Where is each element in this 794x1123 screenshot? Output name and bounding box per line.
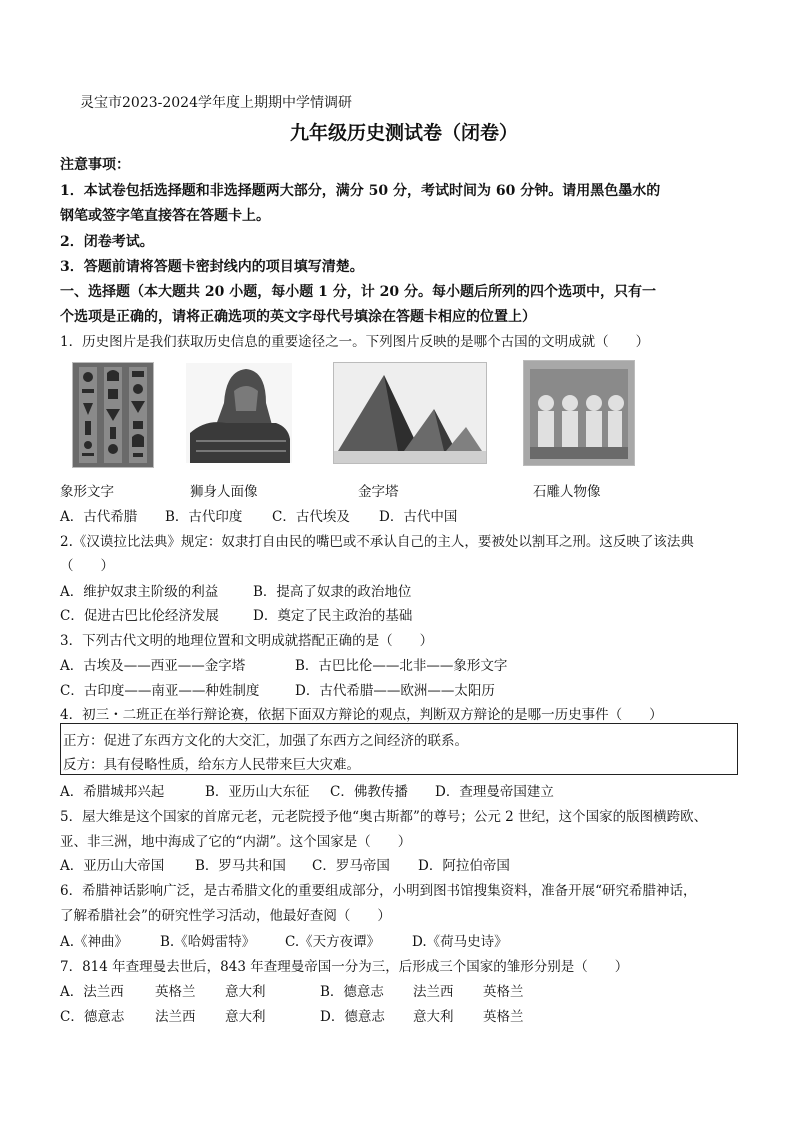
q1-option-b[interactable]: B．古代印度 xyxy=(165,509,243,525)
q2-option-b[interactable]: B．提高了奴隶的政治地位 xyxy=(253,584,412,600)
stone-statues-image xyxy=(523,360,635,466)
q6-stem-a: 6．希腊神话影响广泛，是古希腊文化的重要组成部分，小明到图书馆搜集资料，准备开展“研究希腊神话， xyxy=(60,883,697,899)
debate-con: 反方：具有侵略性质，给东方人民带来巨大灾难。 xyxy=(63,757,360,773)
q6-option-c[interactable]: C.《天方夜谭》 xyxy=(285,934,381,950)
q7-stem: 7．814 年查理曼去世后，843 年查理曼帝国一分为三，后形成三个国家的雏形分别是（ ） xyxy=(60,959,629,975)
q6-option-d[interactable]: D.《荷马史诗》 xyxy=(412,934,508,950)
q5-option-d[interactable]: D．阿拉伯帝国 xyxy=(418,858,510,874)
caption-sphinx: 狮身人面像 xyxy=(190,484,258,500)
q7-option-a-country-2: 英格兰 xyxy=(155,984,196,1000)
q2-option-c[interactable]: C．促进古巴比伦经济发展 xyxy=(60,608,219,624)
q2-option-d[interactable]: D．奠定了民主政治的基础 xyxy=(253,608,413,624)
q3-option-a[interactable]: A．古埃及——西亚——金字塔 xyxy=(60,658,246,674)
caption-hieroglyph: 象形文字 xyxy=(60,484,114,500)
q7-option-a[interactable]: A．法兰西 xyxy=(60,984,124,1000)
q7-option-c-country-3: 意大利 xyxy=(225,1009,266,1025)
q4-stem: 4．初三・二班正在举行辩论赛，依据下面双方辩论的观点，判断双方辩论的是哪一历史事件（ ） xyxy=(60,707,663,723)
notes-line-1b: 钢笔或签字笔直接答在答题卡上。 xyxy=(60,208,270,224)
sphinx-image xyxy=(185,362,293,464)
q4-option-c[interactable]: C．佛教传播 xyxy=(330,784,408,800)
q5-stem-a: 5．屋大维是这个国家的首席元老，元老院授予他“奥古斯都”的尊号；公元 2 世纪，这个国家的版图横跨欧、 xyxy=(60,809,708,825)
pyramids-image xyxy=(333,362,487,464)
caption-stone-statues: 石雕人物像 xyxy=(533,484,601,500)
notes-heading: 注意事项： xyxy=(60,157,130,173)
q3-stem: 3．下列古代文明的地理位置和文明成就搭配正确的是（ ） xyxy=(60,633,434,649)
q5-option-a[interactable]: A．亚历山大帝国 xyxy=(60,858,165,874)
section-1-line-2: 个选项是正确的，请将正确选项的英文字母代号填涂在答题卡相应的位置上） xyxy=(60,309,536,325)
exam-subtitle: 灵宝市2023-2024学年度上期期中学情调研 xyxy=(80,95,352,111)
q4-option-b[interactable]: B．亚历山大东征 xyxy=(205,784,310,800)
q2-stem-a: 2.《汉谟拉比法典》规定：奴隶打自由民的嘴巴或不承认自己的主人，要被处以割耳之刑。这反映了该法典 xyxy=(60,534,694,550)
notes-line-1a: 1．本试卷包括选择题和非选择题两大部分，满分 50 分，考试时间为 60 分钟。请用黑色墨水的 xyxy=(60,183,661,199)
q1-option-d[interactable]: D．古代中国 xyxy=(379,509,458,525)
q7-option-c-country-2: 法兰西 xyxy=(155,1009,196,1025)
q4-option-d[interactable]: D．查理曼帝国建立 xyxy=(435,784,554,800)
q6-stem-b: 了解希腊社会”的研究性学习活动，他最好查阅（ ） xyxy=(60,908,391,924)
q3-option-c[interactable]: C．古印度——南亚——种姓制度 xyxy=(60,683,260,699)
q7-option-d-country-2: 意大利 xyxy=(413,1009,454,1025)
section-1-line-1: 一、选择题（本大题共 20 小题，每小题 1 分，计 20 分。每小题后所列的四个选项中，只有一 xyxy=(60,284,656,300)
q7-option-b-country-2: 法兰西 xyxy=(413,984,454,1000)
q5-stem-b: 亚、非三洲，地中海成了它的“内湖”。这个国家是（ ） xyxy=(60,834,412,850)
q6-option-a[interactable]: A.《神曲》 xyxy=(60,934,129,950)
q1-stem: 1．历史图片是我们获取历史信息的重要途径之一。下列图片反映的是哪个古国的文明成就（ ） xyxy=(60,334,650,350)
q2-stem-b: （ ） xyxy=(60,558,114,574)
q2-option-a[interactable]: A．维护奴隶主阶级的利益 xyxy=(60,584,219,600)
q7-option-b-country-3: 英格兰 xyxy=(483,984,524,1000)
notes-line-3: 3．答题前请将答题卡密封线内的项目填写清楚。 xyxy=(60,259,364,275)
notes-line-2: 2．闭卷考试。 xyxy=(60,234,154,250)
debate-pro: 正方：促进了东西方文化的大交汇，加强了东西方之间经济的联系。 xyxy=(63,733,468,749)
q1-option-c[interactable]: C．古代埃及 xyxy=(272,509,350,525)
q3-option-d[interactable]: D．古代希腊——欧洲——太阳历 xyxy=(295,683,495,699)
q7-option-d[interactable]: D．德意志 xyxy=(320,1009,385,1025)
hieroglyph-image xyxy=(72,362,154,468)
q7-option-d-country-3: 英格兰 xyxy=(483,1009,524,1025)
q5-option-b[interactable]: B．罗马共和国 xyxy=(195,858,286,874)
q7-option-b[interactable]: B．德意志 xyxy=(320,984,384,1000)
q4-option-a[interactable]: A．希腊城邦兴起 xyxy=(60,784,165,800)
q3-option-b[interactable]: B．古巴比伦——北非——象形文字 xyxy=(295,658,508,674)
exam-title: 九年级历史测试卷（闭卷） xyxy=(290,122,519,144)
q7-option-a-country-3: 意大利 xyxy=(225,984,266,1000)
q6-option-b[interactable]: B.《哈姆雷特》 xyxy=(160,934,256,950)
caption-pyramids: 金字塔 xyxy=(358,484,399,500)
q5-option-c[interactable]: C．罗马帝国 xyxy=(312,858,390,874)
q1-option-a[interactable]: A．古代希腊 xyxy=(60,509,138,525)
q7-option-c[interactable]: C．德意志 xyxy=(60,1009,125,1025)
